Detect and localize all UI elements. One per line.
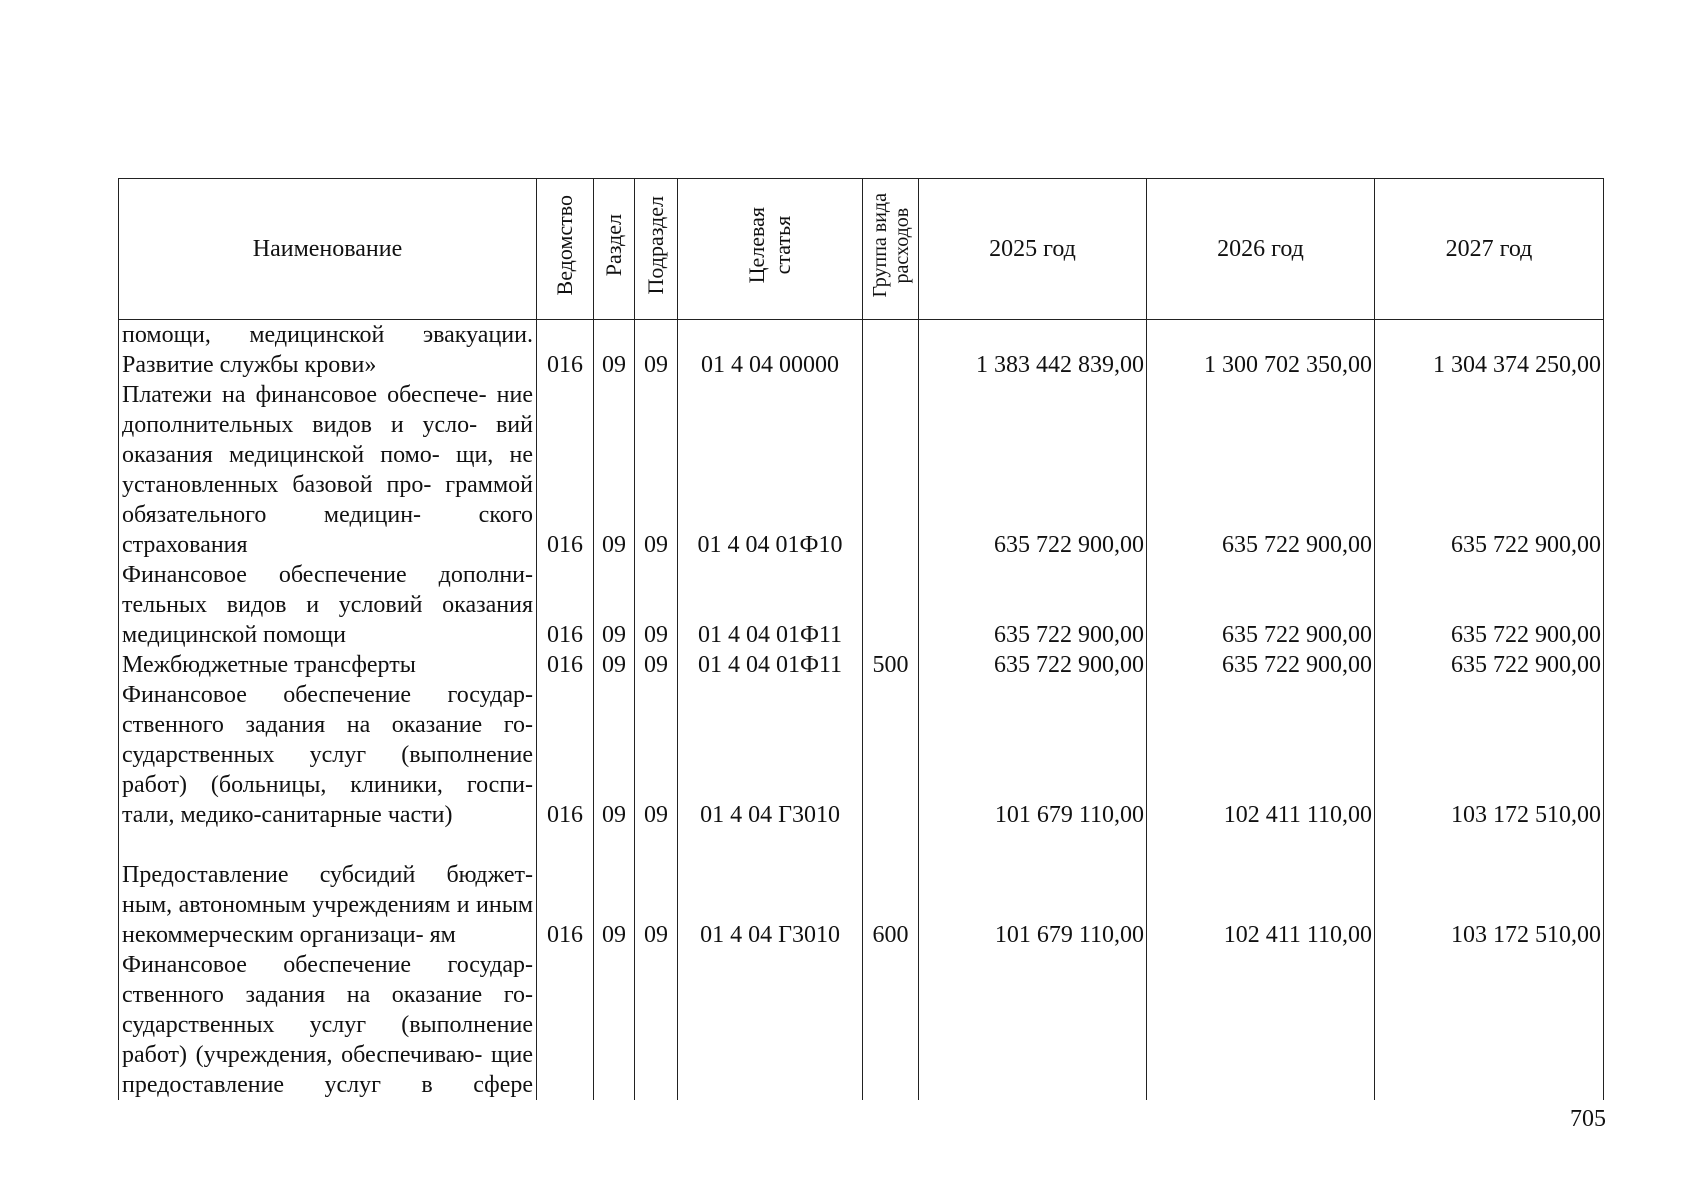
row-podrazdel: 09 xyxy=(635,680,678,830)
row-razdel: 09 xyxy=(594,380,635,560)
row-gruppa-vida-rashodov xyxy=(863,680,919,830)
row-podrazdel: 09 xyxy=(635,380,678,560)
header-2027 xyxy=(1375,179,1604,320)
row-vedomstvo: 016 xyxy=(537,680,594,830)
header-2026 xyxy=(1147,179,1375,320)
row-name-line: ным, автономным учреждениям и xyxy=(122,892,470,918)
row-amount-2026: 102 411 110,00 xyxy=(1147,830,1375,950)
row-amount-2025: 635 722 900,00 xyxy=(919,380,1147,560)
row-name-line: щие предоставление услуг в сфере xyxy=(122,1042,533,1098)
row-podrazdel: 09 xyxy=(635,560,678,650)
row-razdel xyxy=(594,950,635,1100)
header-podrazdel xyxy=(635,179,678,320)
row-amount-2026: 635 722 900,00 xyxy=(1147,380,1375,560)
row-name-line: ского страхования xyxy=(122,502,534,558)
row-razdel: 09 xyxy=(594,560,635,650)
header-gruppa-vida-rashodov xyxy=(863,179,919,320)
row-name-line: ние дополнительных видов и усло- xyxy=(122,382,534,438)
row-amount-2026: 635 722 900,00 xyxy=(1147,650,1375,680)
row-amount-2027: 635 722 900,00 xyxy=(1375,560,1604,650)
row-celevaya-statya: 01 4 04 Г3010 xyxy=(678,680,863,830)
table-body xyxy=(119,320,1604,1101)
row-vedomstvo: 016 xyxy=(537,560,594,650)
row-celevaya-statya: 01 4 04 01Ф11 xyxy=(678,560,863,650)
row-name xyxy=(119,650,537,680)
header-row xyxy=(119,179,1604,320)
row-gruppa-vida-rashodov xyxy=(863,380,919,560)
row-name-line: помощи, медицинской эвакуации. xyxy=(122,322,533,348)
row-name-line: тали, медико-санитарные части) xyxy=(122,802,453,828)
row-amount-2027: 103 172 510,00 xyxy=(1375,830,1604,950)
row-podrazdel: 09 xyxy=(635,320,678,381)
row-vedomstvo: 016 xyxy=(537,830,594,950)
row-amount-2025 xyxy=(919,950,1147,1100)
row-name-line: вий оказания медицинской помо- xyxy=(122,412,533,468)
budget-table xyxy=(118,178,1604,1100)
row-name-line: ственного задания на оказание го- xyxy=(122,712,533,738)
table-row xyxy=(119,950,1604,1100)
header-2027-label: 2027 год xyxy=(1445,235,1533,262)
header-2025 xyxy=(919,179,1147,320)
row-name-line: работ) (учреждения, обеспечиваю- xyxy=(122,1042,483,1068)
row-name-line: иным некоммерческим организаци- xyxy=(122,892,533,948)
row-name-line: сударственных услуг (выполнение xyxy=(122,742,533,768)
header-celevaya-statya xyxy=(678,179,863,320)
row-name-line: ственного задания на оказание го- xyxy=(122,982,533,1008)
row-name-line: тельных видов и условий оказания xyxy=(122,592,533,618)
row-amount-2027: 1 304 374 250,00 xyxy=(1375,320,1604,381)
row-amount-2025: 101 679 110,00 xyxy=(919,680,1147,830)
row-gruppa-vida-rashodov: 500 xyxy=(863,650,919,680)
row-amount-2025: 1 383 442 839,00 xyxy=(919,320,1147,381)
page-number: 705 xyxy=(1570,1106,1606,1132)
row-name-line: Платежи на финансовое обеспече- xyxy=(122,382,487,408)
row-amount-2027: 635 722 900,00 xyxy=(1375,380,1604,560)
header-celevaya-line2: статья xyxy=(770,216,795,275)
row-name-line: Финансовое обеспечение государ- xyxy=(122,952,533,978)
row-name xyxy=(119,320,537,381)
header-razdel-label: Раздел xyxy=(601,214,626,277)
header-vedomstvo-label: Ведомство xyxy=(552,195,577,296)
row-amount-2027: 103 172 510,00 xyxy=(1375,680,1604,830)
header-name-label: Наименование xyxy=(252,235,403,262)
row-name-line: сударственных услуг (выполнение xyxy=(122,1012,533,1038)
header-podrazdel-label: Подраздел xyxy=(643,196,668,295)
row-name-line: Межбюджетные трансферты xyxy=(122,652,416,678)
row-amount-2027 xyxy=(1375,950,1604,1100)
header-razdel xyxy=(594,179,635,320)
row-name-line: Предоставление субсидий бюджет- xyxy=(122,862,533,888)
row-celevaya-statya: 01 4 04 00000 xyxy=(678,320,863,381)
row-name-line: щи, не установленных базовой про- xyxy=(122,442,533,498)
row-celevaya-statya: 01 4 04 01Ф10 xyxy=(678,380,863,560)
row-name-line: Финансовое обеспечение государ- xyxy=(122,682,533,708)
row-gruppa-vida-rashodov xyxy=(863,560,919,650)
header-vedomstvo xyxy=(537,179,594,320)
row-podrazdel: 09 xyxy=(635,830,678,950)
row-amount-2026: 102 411 110,00 xyxy=(1147,680,1375,830)
table-row xyxy=(119,650,1604,680)
header-2026-label: 2026 год xyxy=(1217,235,1304,262)
row-amount-2025: 635 722 900,00 xyxy=(919,650,1147,680)
row-name-line: Финансовое обеспечение дополни- xyxy=(122,562,533,588)
header-gruppa-line2: расходов xyxy=(890,207,913,284)
row-name xyxy=(119,950,537,1100)
row-vedomstvo xyxy=(537,950,594,1100)
row-name-line: медицинской помощи xyxy=(122,622,346,648)
table-row xyxy=(119,560,1604,650)
row-razdel: 09 xyxy=(594,320,635,381)
row-razdel: 09 xyxy=(594,680,635,830)
row-name-line: работ) (больницы, клиники, госпи- xyxy=(122,772,533,798)
row-razdel: 09 xyxy=(594,830,635,950)
row-celevaya-statya xyxy=(678,950,863,1100)
header-gruppa-line1: Группа вида xyxy=(868,193,891,298)
row-razdel: 09 xyxy=(594,650,635,680)
row-amount-2026 xyxy=(1147,950,1375,1100)
row-name xyxy=(119,830,537,950)
row-amount-2026: 635 722 900,00 xyxy=(1147,560,1375,650)
row-name-line: ям xyxy=(429,922,456,948)
row-name xyxy=(119,560,537,650)
table-row xyxy=(119,830,1604,950)
table-row xyxy=(119,680,1604,830)
row-gruppa-vida-rashodov xyxy=(863,320,919,381)
row-vedomstvo: 016 xyxy=(537,650,594,680)
row-vedomstvo: 016 xyxy=(537,380,594,560)
row-gruppa-vida-rashodov xyxy=(863,950,919,1100)
row-name xyxy=(119,380,537,560)
row-celevaya-statya: 01 4 04 01Ф11 xyxy=(678,650,863,680)
row-amount-2027: 635 722 900,00 xyxy=(1375,650,1604,680)
table-row xyxy=(119,320,1604,381)
row-amount-2025: 635 722 900,00 xyxy=(919,560,1147,650)
header-2025-label: 2025 год xyxy=(989,235,1076,262)
row-celevaya-statya: 01 4 04 Г3010 xyxy=(678,830,863,950)
row-name-line: Развитие службы крови» xyxy=(122,352,377,378)
header-celevaya-line1: Целевая xyxy=(744,207,769,284)
row-name-line: граммой обязательного медицин- xyxy=(122,472,534,528)
row-podrazdel: 09 xyxy=(635,650,678,680)
row-vedomstvo: 016 xyxy=(537,320,594,381)
header-name xyxy=(119,179,537,320)
row-amount-2025: 101 679 110,00 xyxy=(919,830,1147,950)
header-celevaya-label xyxy=(744,207,796,283)
header-gruppa-label xyxy=(869,193,913,298)
table-row xyxy=(119,380,1604,560)
row-gruppa-vida-rashodov: 600 xyxy=(863,830,919,950)
row-podrazdel xyxy=(635,950,678,1100)
row-amount-2026: 1 300 702 350,00 xyxy=(1147,320,1375,381)
row-name xyxy=(119,680,537,830)
table-header xyxy=(119,179,1604,320)
